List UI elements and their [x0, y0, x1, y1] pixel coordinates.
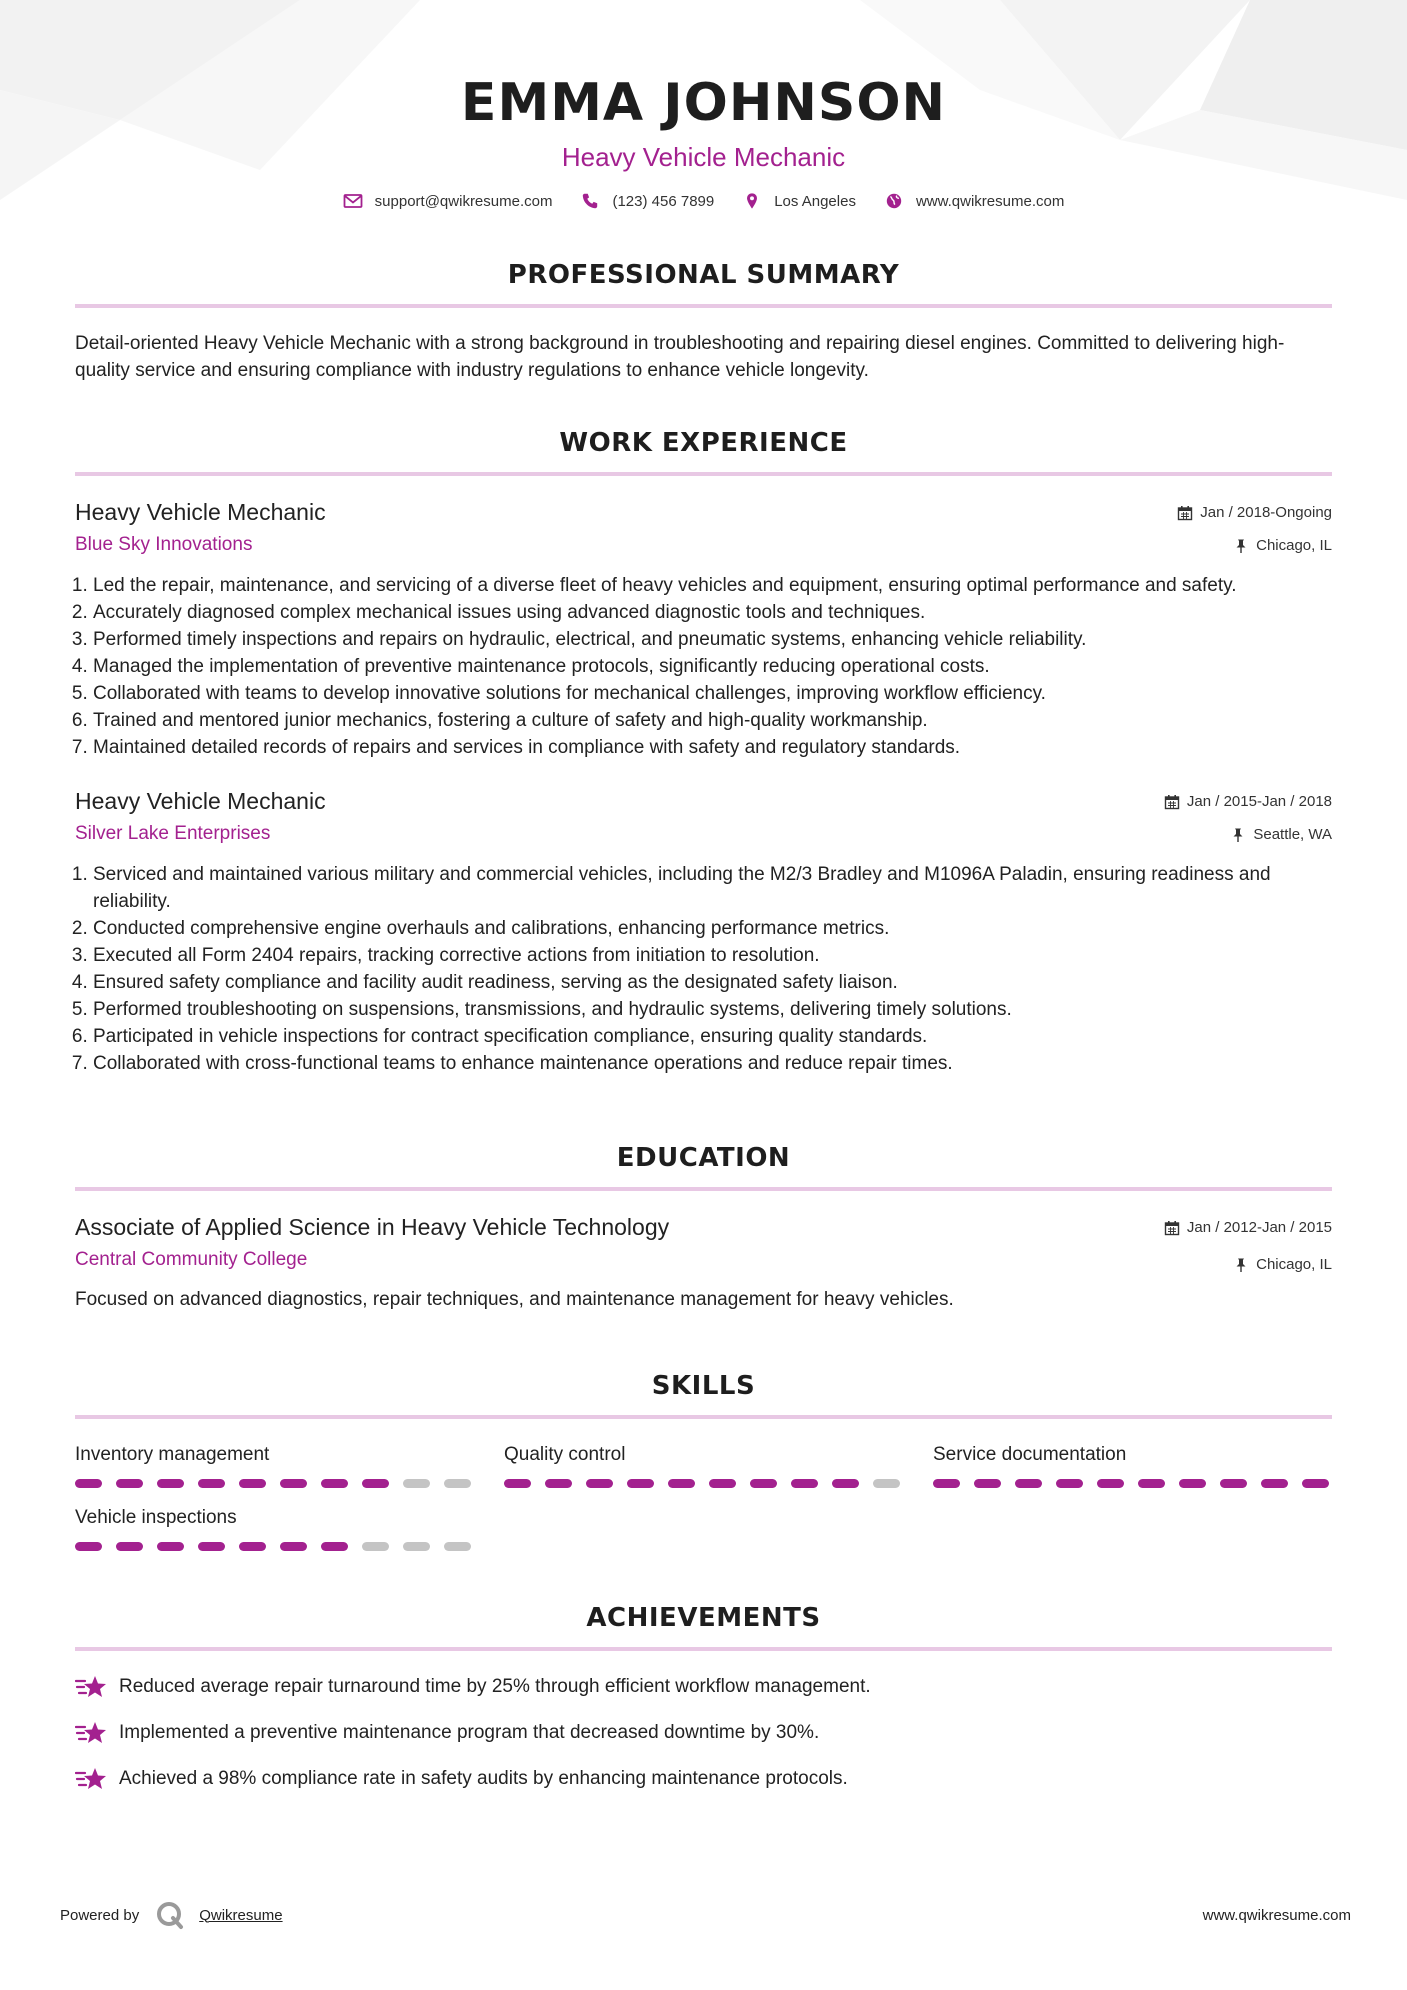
- education-entry: [75, 1213, 1332, 1313]
- calendar-icon: [1164, 1220, 1180, 1236]
- skills-grid: [75, 1443, 1332, 1551]
- skill-dash-filled: [709, 1479, 736, 1488]
- pushpin-icon: [1230, 827, 1246, 843]
- list-item: [75, 1719, 1332, 1747]
- list-item: 1. Led the repair, maintenance, and servicing of a diverse fleet of heavy vehicles and equipment, ensuring optimal performance and safety.: [93, 572, 1332, 599]
- skill-dash-empty: [403, 1479, 430, 1488]
- skill-dash-filled: [198, 1542, 225, 1551]
- skill-dash-filled: [157, 1542, 184, 1551]
- skill-dash-filled: [116, 1542, 143, 1551]
- achievement-text: Reduced average repair turnaround time by 25% through efficient workflow management.: [119, 1676, 871, 1697]
- skill-dash-filled: [1015, 1479, 1042, 1488]
- education-dates: Jan / 2012-Jan / 2015: [1186, 1219, 1332, 1236]
- skill-dash-filled: [75, 1542, 102, 1551]
- skill-level-meter: [504, 1479, 904, 1488]
- contact-bar: [75, 192, 1332, 210]
- powered-by-label: Powered by: [60, 1906, 140, 1924]
- job-company: Blue Sky Innovations: [75, 534, 253, 555]
- calendar-icon: [1164, 794, 1180, 810]
- candidate-title: Heavy Vehicle Mechanic: [561, 142, 846, 172]
- skill-dash-filled: [627, 1479, 654, 1488]
- education-description: Focused on advanced diagnostics, repair techniques, and maintenance management for heavy vehicles.: [75, 1289, 954, 1310]
- section-divider: [75, 1647, 1332, 1651]
- contact-email[interactable]: [343, 192, 553, 210]
- section-divider: [75, 304, 1332, 308]
- skill-dash-filled: [157, 1479, 184, 1488]
- summary-heading: PROFESSIONAL SUMMARY: [507, 260, 900, 290]
- list-item: 7. Maintained detailed records of repairs and services in compliance with safety and regulatory standards.: [93, 734, 1332, 761]
- skill-dash-filled: [586, 1479, 613, 1488]
- calendar-icon: [1177, 505, 1193, 521]
- skill-level-meter: [75, 1542, 475, 1551]
- list-item: [75, 1765, 1332, 1793]
- job-dates: Jan / 2015-Jan / 2018: [1186, 793, 1332, 810]
- job-company: Silver Lake Enterprises: [75, 823, 271, 844]
- contact-phone[interactable]: [580, 192, 714, 210]
- duty-list: [75, 861, 1332, 1077]
- pushpin-icon: [1233, 538, 1249, 554]
- skill-dash-filled: [1220, 1479, 1247, 1488]
- skill-level-meter: [933, 1479, 1333, 1488]
- skill-item: [504, 1443, 904, 1488]
- website-text: www.qwikresume.com: [915, 192, 1065, 210]
- skill-dash-empty: [444, 1479, 471, 1488]
- contact-location: [742, 192, 856, 210]
- skill-item: [75, 1506, 475, 1551]
- job-entry-2: [75, 787, 1332, 1077]
- achievements-section: [75, 1603, 1332, 1793]
- skill-dash-filled: [280, 1542, 307, 1551]
- job-role: Heavy Vehicle Mechanic: [75, 788, 326, 814]
- skill-dash-empty: [362, 1542, 389, 1551]
- skill-dash-filled: [239, 1479, 266, 1488]
- school-name: Central Community College: [75, 1249, 308, 1270]
- email-text: support@qwikresume.com: [374, 192, 553, 210]
- list-item: 3. Performed timely inspections and repairs on hydraulic, electrical, and pneumatic systems, enhancing vehicle reliability.: [93, 626, 1332, 653]
- skill-dash-filled: [791, 1479, 818, 1488]
- section-divider: [75, 1187, 1332, 1191]
- summary-section: [75, 260, 1332, 384]
- job-dates: Jan / 2018-Ongoing: [1200, 504, 1332, 521]
- skills-heading: SKILLS: [651, 1371, 756, 1401]
- summary-text: Detail-oriented Heavy Vehicle Mechanic with a strong background in troubleshooting and repairing diesel engines. Committed to delivering high-quality service and ensuring compliance with industry regulations to enhance vehicle longevity.: [75, 333, 1285, 381]
- skill-name: Quality control: [504, 1444, 626, 1465]
- degree-title: Associate of Applied Science in Heavy Vehicle Technology: [75, 1214, 670, 1240]
- education-location: Chicago, IL: [1256, 1256, 1332, 1273]
- pushpin-icon: [1233, 1257, 1249, 1273]
- skill-dash-filled: [239, 1542, 266, 1551]
- skill-name: Inventory management: [75, 1444, 270, 1465]
- skill-dash-filled: [750, 1479, 777, 1488]
- phone-text: (123) 456 7899: [612, 192, 715, 210]
- skill-item: [75, 1443, 475, 1488]
- footer-website[interactable]: www.qwikresume.com: [1202, 1906, 1351, 1924]
- skill-dash-filled: [198, 1479, 225, 1488]
- job-location: Seattle, WA: [1253, 826, 1332, 843]
- brand-link[interactable]: Qwikresume: [199, 1906, 283, 1924]
- list-item: 5. Performed troubleshooting on suspensions, transmissions, and hydraulic systems, delivering timely solutions.: [93, 996, 1332, 1023]
- skill-dash-filled: [504, 1479, 531, 1488]
- resume-header: [75, 0, 1332, 210]
- globe-icon: [884, 192, 904, 210]
- shooting-star-icon: [75, 1765, 107, 1793]
- shooting-star-icon: [75, 1719, 107, 1747]
- skill-level-meter: [75, 1479, 475, 1488]
- skill-dash-filled: [1056, 1479, 1083, 1488]
- achievement-list: [75, 1673, 1332, 1793]
- skill-dash-empty: [403, 1542, 430, 1551]
- skill-dash-filled: [832, 1479, 859, 1488]
- skill-dash-filled: [1179, 1479, 1206, 1488]
- list-item: [75, 1673, 1332, 1701]
- achievement-text: Implemented a preventive maintenance program that decreased downtime by 30%.: [119, 1722, 820, 1743]
- skill-dash-filled: [974, 1479, 1001, 1488]
- list-item: 1. Serviced and maintained various military and commercial vehicles, including the M2/3 Bradley and M1096A Paladin, ensuring readiness and reliability.: [93, 861, 1332, 915]
- envelope-icon: [343, 192, 363, 210]
- education-section: [75, 1143, 1332, 1313]
- section-divider: [75, 472, 1332, 476]
- map-pin-icon: [742, 192, 762, 210]
- qwikresume-logo-icon: [155, 1900, 185, 1930]
- skill-dash-filled: [1097, 1479, 1124, 1488]
- duty-list: [75, 572, 1332, 761]
- achievement-text: Achieved a 98% compliance rate in safety audits by enhancing maintenance protocols.: [119, 1768, 848, 1789]
- achievements-heading: ACHIEVEMENTS: [586, 1603, 821, 1633]
- job-entry-1: [75, 498, 1332, 761]
- skill-dash-filled: [668, 1479, 695, 1488]
- experience-section: [75, 428, 1332, 1077]
- list-item: 6. Participated in vehicle inspections for contract specification compliance, ensuring quality standards.: [93, 1023, 1332, 1050]
- candidate-name: EMMA JOHNSON: [460, 73, 947, 133]
- job-location: Chicago, IL: [1256, 537, 1332, 554]
- list-item: 4. Ensured safety compliance and facility audit readiness, serving as the designated safety liaison.: [93, 969, 1332, 996]
- skill-dash-empty: [873, 1479, 900, 1488]
- skill-name: Vehicle inspections: [75, 1507, 237, 1528]
- section-divider: [75, 1415, 1332, 1419]
- skill-dash-filled: [321, 1479, 348, 1488]
- page-footer: [60, 1900, 1351, 1930]
- skill-dash-filled: [75, 1479, 102, 1488]
- list-item: 4. Managed the implementation of preventive maintenance protocols, significantly reducing operational costs.: [93, 653, 1332, 680]
- education-heading: EDUCATION: [616, 1143, 791, 1173]
- skill-dash-empty: [444, 1542, 471, 1551]
- skill-item: [933, 1443, 1333, 1488]
- skills-section: [75, 1371, 1332, 1551]
- list-item: 3. Executed all Form 2404 repairs, tracking corrective actions from initiation to resolution.: [93, 942, 1332, 969]
- location-text: Los Angeles: [774, 192, 856, 210]
- skill-dash-filled: [545, 1479, 572, 1488]
- skill-dash-filled: [362, 1479, 389, 1488]
- skill-dash-filled: [1138, 1479, 1165, 1488]
- skill-name: Service documentation: [933, 1444, 1127, 1465]
- skill-dash-filled: [321, 1542, 348, 1551]
- list-item: 6. Trained and mentored junior mechanics, fostering a culture of safety and high-quality workmanship.: [93, 707, 1332, 734]
- list-item: 2. Accurately diagnosed complex mechanical issues using advanced diagnostic tools and techniques.: [93, 599, 1332, 626]
- contact-website[interactable]: [884, 192, 1064, 210]
- list-item: 7. Collaborated with cross-functional teams to enhance maintenance operations and reduce repair times.: [93, 1050, 1332, 1077]
- shooting-star-icon: [75, 1673, 107, 1701]
- experience-heading: WORK EXPERIENCE: [559, 428, 848, 458]
- list-item: 5. Collaborated with teams to develop innovative solutions for mechanical challenges, improving workflow efficiency.: [93, 680, 1332, 707]
- job-role: Heavy Vehicle Mechanic: [75, 499, 326, 525]
- phone-icon: [580, 192, 600, 210]
- skill-dash-filled: [933, 1479, 960, 1488]
- skill-dash-filled: [280, 1479, 307, 1488]
- skill-dash-filled: [116, 1479, 143, 1488]
- list-item: 2. Conducted comprehensive engine overhauls and calibrations, enhancing performance metrics.: [93, 915, 1332, 942]
- skill-dash-filled: [1302, 1479, 1329, 1488]
- skill-dash-filled: [1261, 1479, 1288, 1488]
